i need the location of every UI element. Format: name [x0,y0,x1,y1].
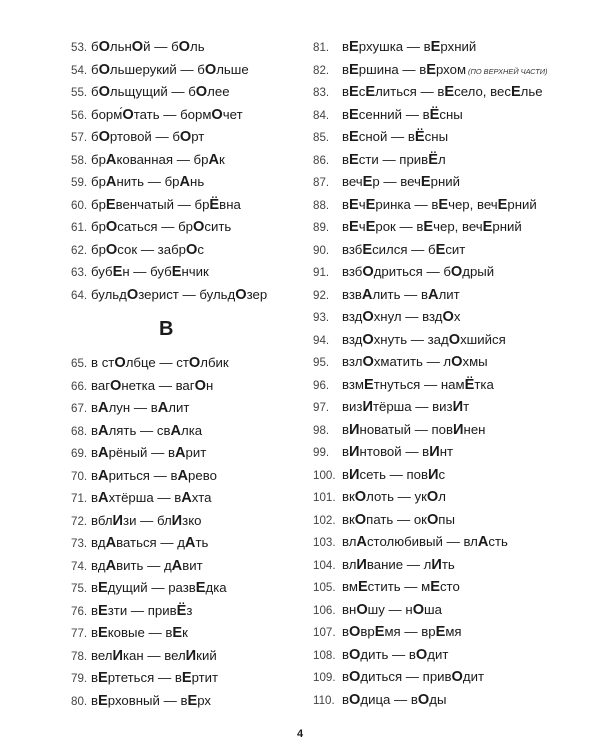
entry-number: 65. [71,357,88,370]
entry-words: вЕчЕрок — вЕчер, вечЕрний [342,219,522,235]
entry-number: 78. [71,649,88,663]
entry-number: 61. [71,221,88,234]
entry-words: вблИзи — блИзко [91,512,202,529]
list-item [313,329,588,352]
list-item [313,284,588,307]
list-item [71,59,301,82]
list-item [313,644,588,667]
entry-number: 102. [313,513,336,527]
entry-words: вИсеть — повИс [342,466,446,483]
entry-number: 84. [313,108,330,122]
entry-number: 55. [71,86,88,99]
entry-words: вагОнетка — вагОн [91,377,214,394]
entry-words: вОдиться — привОдит [342,669,485,685]
list-item [313,419,588,442]
entry-words: вЕсной — вЁсны [342,129,449,145]
entries-list-b [71,36,301,306]
list-item [71,126,301,149]
entry-words: вОврЕмя — врЕмя [342,624,462,640]
list-item [71,555,301,578]
list-item [71,532,301,555]
page-number: 4 [296,728,304,740]
list-item [71,397,301,420]
entry-words: велИкан — велИкий [91,647,217,664]
entry-words: вЕковые — вЕк [91,625,188,641]
entry-words: вкОпать — окОпы [342,511,455,528]
list-item [313,554,588,577]
list-item [71,194,301,217]
list-item [71,465,301,488]
list-item [313,509,588,532]
list-item [313,666,588,689]
entry-words: вАлун — вАлит [91,400,190,416]
entry-number: 70. [71,469,88,483]
entry-number: 100. [313,468,336,482]
entry-number: 69. [71,447,88,460]
entry-words: взмЕтнуться — намЁтка [342,376,494,393]
entry-number: 107. [313,626,336,639]
entry-words: бОртовой — бОрт [91,129,205,145]
entry-number: 98. [313,423,330,437]
entry-words: вАрёный — вАрит [91,445,207,461]
entry-number: 73. [71,537,88,550]
entries-list-v-continued [313,36,588,711]
list-item [313,104,588,127]
entry-number: 53. [71,41,88,54]
entry-words: вАхтёрша — вАхта [91,490,212,506]
entry-words: бОльшерукий — бОльше [91,61,249,78]
entry-words: вЕрховный — вЕрх [91,692,211,709]
list-item [71,216,301,239]
entry-words: в стОлбце — стОлбик [91,355,229,371]
entry-words: вЕсти — привЁл [342,151,446,168]
entry-number: 77. [71,627,88,640]
left-column [71,36,301,712]
list-item [313,171,588,194]
entry-words: вЕрхушка — вЕрхний [342,39,477,55]
list-item [71,36,301,59]
entry-words: бубЕн — бубЕнчик [91,264,209,280]
entry-words: вЕдущий — развЕдка [91,580,227,596]
entry-number: 104. [313,558,336,572]
entry-number: 97. [313,401,330,414]
entries-list-v [71,352,301,712]
entry-words: влАстолюбивый — влАсть [342,534,508,550]
list-item [71,487,301,510]
list-item [71,600,301,623]
entry-number: 110. [313,693,335,707]
entry-number: 75. [71,582,88,595]
entry-number: 93. [313,311,330,324]
entry-words: вдАваться — дАть [91,535,209,551]
entry-words: вздОхнул — вздОх [342,309,461,325]
entry-words: взбОдриться — бОдрый [342,264,495,280]
list-item [313,531,588,554]
entry-number: 66. [71,379,88,393]
entry-number: 87. [313,176,330,189]
list-item [71,645,301,668]
entry-number: 91. [313,266,330,279]
list-item [313,36,588,59]
list-item [313,351,588,374]
entry-number: 72. [71,514,88,528]
entry-words: вОдица — вОды [342,691,447,708]
entry-words: вмЕстить — мЕсто [342,579,460,595]
entry-number: 71. [71,492,88,505]
entry-number: 57. [71,131,88,144]
entry-words: вОдить — вОдит [342,646,449,663]
list-item [71,510,301,533]
entry-number: 89. [313,221,330,234]
list-item [313,239,588,262]
entry-words: вЕчЕринка — вЕчер, вечЕрний [342,196,537,213]
entry-number: 83. [313,86,330,99]
entry-words: внОшу — нОша [342,601,442,618]
list-item [313,689,588,712]
entry-number: 59. [71,176,88,189]
entry-number: 82. [313,63,330,77]
entry-number: 76. [71,604,88,618]
list-item [313,81,588,104]
entry-words: визИтёрша — визИт [342,399,470,415]
entry-words: вЕсЕлиться — вЕсело, весЕлье [342,84,543,100]
entry-number: 67. [71,402,88,415]
entry-number: 85. [313,131,330,144]
entry-number: 101. [313,491,336,504]
entry-words: бормОтать — бормОчет [91,106,243,123]
entry-words: взбЕсился — бЕсит [342,241,466,258]
entry-words: вАлять — свАлка [91,422,203,439]
entry-words: бОльнОй — бОль [91,39,205,55]
entry-words: вЕзти — привЁз [91,602,193,619]
list-item [71,690,301,713]
list-item [313,621,588,644]
entry-words: вЕршина — вЕрхом [342,61,467,78]
entry-number: 62. [71,243,88,257]
list-item [313,261,588,284]
entry-words: вдАвить — дАвит [91,557,203,574]
list-item [313,216,588,239]
entry-note: (ПО ВЕРХНЕЙ ЧАСТИ) [468,66,548,76]
entry-number: 79. [71,672,88,685]
list-item [71,442,301,465]
entry-number: 58. [71,153,88,167]
list-item [71,375,301,398]
list-item [313,486,588,509]
list-item [313,464,588,487]
entry-number: 106. [313,603,336,617]
entry-number: 103. [313,536,336,549]
entry-words: вздОхнуть — задОхшийся [342,331,506,348]
list-item [71,171,301,194]
section-heading: В [159,318,174,340]
entry-number: 54. [71,63,88,77]
entry-number: 81. [313,41,330,54]
entry-words: брАкованная — брАк [91,151,225,168]
list-item [71,239,301,262]
entry-number: 74. [71,559,88,573]
entry-number: 56. [71,108,88,122]
list-item [71,420,301,443]
entry-number: 94. [313,333,330,347]
list-item [313,149,588,172]
entry-words: вИнтовой — вИнт [342,444,454,460]
right-column [313,36,588,711]
list-item [313,374,588,397]
list-item [71,352,301,375]
entry-words: влИвание — лИть [342,556,455,573]
entry-number: 64. [71,288,88,302]
list-item [71,81,301,104]
list-item [313,126,588,149]
entry-number: 96. [313,378,330,392]
entry-words: брАнить — брАнь [91,174,205,190]
entry-number: 109. [313,671,336,684]
entry-words: брОсаться — брОсить [91,219,232,235]
entry-number: 92. [313,288,330,302]
entry-number: 95. [313,356,330,369]
entry-words: бульдОзерист — бульдОзер [91,286,268,303]
entry-words: брЕвенчатый — брЁвна [91,196,241,213]
list-item [71,149,301,172]
entry-number: 68. [71,424,88,438]
entry-number: 63. [71,266,88,279]
list-item [313,59,588,82]
list-item [71,284,301,307]
entry-words: вЕртеться — вЕртит [91,670,219,686]
list-item [71,261,301,284]
list-item [71,577,301,600]
entry-number: 105. [313,581,336,594]
entry-words: вкОлоть — укОл [342,489,446,505]
list-item [71,667,301,690]
list-item [71,622,301,645]
entry-words: вАриться — вАрево [91,467,217,484]
entry-words: вЕсенний — вЁсны [342,106,463,123]
list-item [313,441,588,464]
entry-number: 86. [313,153,330,167]
entry-number: 60. [71,198,88,212]
entry-number: 90. [313,243,330,257]
entry-number: 108. [313,648,336,662]
entry-words: вИноватый — повИнен [342,421,486,438]
entry-words: взлОхматить — лОхмы [342,354,488,370]
entry-words: вечЕр — вечЕрний [342,174,461,190]
entry-words: брОсок — забрОс [91,241,204,258]
entry-number: 88. [313,198,330,212]
list-item [313,306,588,329]
entry-words: бОльщущий — бОлее [91,84,230,100]
list-item [313,194,588,217]
list-item [313,599,588,622]
entry-words: взвАлить — вАлит [342,286,460,303]
list-item [313,576,588,599]
list-item [71,104,301,127]
entry-number: 80. [71,694,88,708]
entry-number: 99. [313,446,330,459]
list-item [313,396,588,419]
